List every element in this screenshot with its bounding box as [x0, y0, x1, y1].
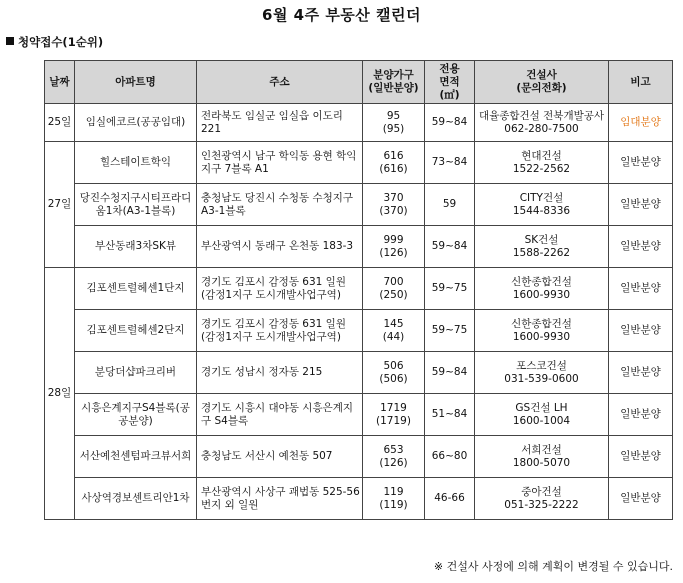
address-cell — [197, 436, 363, 478]
supply-total: 700 — [383, 275, 404, 288]
area-range: 59~84 — [431, 366, 468, 378]
note-cell — [609, 226, 673, 268]
builder-phone: 062-280-7500 — [504, 122, 579, 135]
apartment-name: 분당더샵파크리버 — [94, 366, 177, 378]
area-cell — [425, 104, 475, 142]
address-cell — [197, 310, 363, 352]
builder-cell — [475, 436, 609, 478]
area-cell — [425, 142, 475, 184]
header-supply-line2: (일반분양) — [368, 82, 419, 94]
table-row — [45, 394, 673, 436]
supply-cell — [363, 104, 425, 142]
area-cell — [425, 226, 475, 268]
table-row — [45, 226, 673, 268]
area-range: 59~75 — [431, 324, 468, 336]
area-cell — [425, 436, 475, 478]
table-row — [45, 436, 673, 478]
area-cell — [425, 184, 475, 226]
header-builder-line2: (문의전화) — [516, 82, 567, 94]
header-area-line3: (㎡) — [439, 88, 460, 101]
builder-phone: 031-539-0600 — [504, 372, 579, 385]
builder-cell — [475, 478, 609, 520]
supply-general: (44) — [382, 330, 405, 343]
address-text: 경기도 시흥시 대야동 시흥은계지구 S4블록 — [201, 401, 354, 427]
supply-cell — [363, 184, 425, 226]
supply-cell — [363, 352, 425, 394]
area-range: 59 — [442, 198, 457, 210]
header-area-line2: 면적 — [439, 75, 460, 88]
table-row — [45, 184, 673, 226]
builder-name: 신한종합건설 — [511, 317, 572, 330]
supply-total: 95 — [386, 109, 401, 122]
section-subtitle-text: 청약접수(1순위) — [18, 35, 104, 49]
area-range: 66~80 — [431, 450, 468, 462]
note-text: 일반분양 — [620, 366, 661, 378]
area-cell — [425, 394, 475, 436]
header-area-line1: 전용 — [439, 62, 460, 75]
address-text: 충청남도 서산시 예천동 507 — [201, 450, 333, 462]
apartment-name-cell — [75, 184, 197, 226]
supply-total: 145 — [383, 317, 404, 330]
note-text: 일반분양 — [620, 408, 661, 420]
builder-cell — [475, 268, 609, 310]
apartment-name-cell — [75, 310, 197, 352]
table-header-row — [45, 61, 673, 104]
address-text: 부산광역시 사상구 괘법동 525-56번지 외 일원 — [201, 485, 360, 511]
date-cell: 28일 — [45, 268, 75, 520]
builder-name: CITY건설 — [519, 191, 564, 204]
table-row — [45, 310, 673, 352]
square-bullet-icon — [6, 37, 14, 45]
note-cell — [609, 394, 673, 436]
area-range: 59~84 — [431, 116, 468, 128]
apartment-name: 김포센트럴헤센1단지 — [86, 282, 185, 294]
note-cell — [609, 104, 673, 142]
apartment-name: 임실에코르(공공임대) — [85, 116, 186, 128]
footnote: ※ 건설사 사정에 의해 계획이 변경될 수 있습니다. — [433, 560, 673, 573]
apartment-name: 시흥은계지구S4블록(공공분양) — [81, 401, 190, 427]
builder-phone: 1600-9930 — [512, 330, 571, 343]
supply-general: (1719) — [376, 414, 411, 427]
area-range: 73~84 — [431, 156, 468, 168]
apartment-name-cell — [75, 394, 197, 436]
builder-phone: 051-325-2222 — [504, 498, 579, 511]
apartment-name: 당진수청지구시티프라디움1차(A3-1블록) — [79, 191, 192, 217]
apartment-name-cell — [75, 478, 197, 520]
address-text: 부산광역시 동래구 온천동 183-3 — [201, 240, 354, 252]
builder-name: 대율종합건설 전북개발공사 — [478, 109, 605, 122]
address-cell — [197, 352, 363, 394]
note-cell — [609, 310, 673, 352]
header-date: 날짜 — [45, 61, 75, 104]
supply-cell — [363, 436, 425, 478]
header-supply-line1: 분양가구 — [373, 69, 414, 81]
table-row — [45, 352, 673, 394]
address-text: 전라북도 임실군 임실읍 이도리 221 — [201, 109, 343, 135]
address-cell — [197, 478, 363, 520]
supply-general: (126) — [379, 456, 408, 469]
area-cell — [425, 352, 475, 394]
builder-name: 서희건설 — [521, 443, 562, 456]
supply-total: 616 — [383, 149, 404, 162]
area-range: 46-66 — [434, 492, 465, 504]
supply-general: (616) — [379, 162, 408, 175]
area-range: 59~84 — [431, 240, 468, 252]
builder-cell — [475, 352, 609, 394]
builder-phone: 1544-8336 — [512, 204, 571, 217]
table-row — [45, 268, 673, 310]
builder-phone: 1600-1004 — [512, 414, 571, 427]
header-builder — [475, 61, 609, 104]
note-text: 일반분양 — [620, 282, 661, 294]
supply-total: 119 — [383, 485, 404, 498]
note-cell — [609, 184, 673, 226]
builder-phone: 1522-2562 — [512, 162, 571, 175]
supply-general: (370) — [379, 204, 408, 217]
address-text: 충청남도 당진시 수청동 수청지구 A3-1블록 — [201, 191, 354, 217]
date-cell: 25일 — [45, 104, 75, 142]
builder-cell — [475, 142, 609, 184]
address-cell — [197, 226, 363, 268]
note-text: 일반분양 — [620, 324, 661, 336]
note-text: 일반분양 — [620, 156, 661, 168]
supply-cell — [363, 394, 425, 436]
address-text: 경기도 김포시 감정동 631 일원 (감정1지구 도시개발사업구역) — [201, 317, 346, 343]
area-cell — [425, 478, 475, 520]
area-range: 51~84 — [431, 408, 468, 420]
builder-name: SK건설 — [524, 233, 559, 246]
builder-cell — [475, 226, 609, 268]
supply-total: 506 — [383, 359, 404, 372]
address-cell — [197, 184, 363, 226]
apartment-name: 힐스테이트학익 — [99, 156, 171, 168]
supply-total: 999 — [383, 233, 404, 246]
address-text: 경기도 김포시 감정동 631 일원 (감정1지구 도시개발사업구역) — [201, 275, 346, 301]
apartment-name-cell — [75, 352, 197, 394]
note-cell — [609, 478, 673, 520]
apartment-name: 김포센트럴헤센2단지 — [86, 324, 185, 336]
builder-phone: 1588-2262 — [512, 246, 571, 259]
builder-phone: 1600-9930 — [512, 288, 571, 301]
note-text: 일반분양 — [620, 450, 661, 462]
table-row — [45, 478, 673, 520]
builder-cell — [475, 310, 609, 352]
supply-general: (506) — [379, 372, 408, 385]
address-text: 인천광역시 남구 학익동 용현 학익지구 7블록 A1 — [201, 149, 357, 175]
supply-cell — [363, 310, 425, 352]
supply-total: 653 — [383, 443, 404, 456]
note-text: 일반분양 — [620, 492, 661, 504]
supply-cell — [363, 268, 425, 310]
header-address: 주소 — [197, 61, 363, 104]
supply-general: (95) — [382, 122, 405, 135]
address-text: 경기도 성남시 정자동 215 — [201, 366, 323, 378]
header-apartment: 아파트명 — [75, 61, 197, 104]
date-cell: 27일 — [45, 142, 75, 268]
header-area — [425, 61, 475, 104]
supply-cell — [363, 142, 425, 184]
note-text: 임대분양 — [620, 116, 661, 128]
apartment-name-cell — [75, 142, 197, 184]
builder-cell — [475, 184, 609, 226]
apartment-name: 부산동래3차SK뷰 — [94, 240, 177, 252]
note-cell — [609, 268, 673, 310]
apartment-name: 서산예천센텀파크뷰서희 — [79, 450, 192, 462]
header-supply — [363, 61, 425, 104]
apartment-name-cell — [75, 268, 197, 310]
builder-cell — [475, 394, 609, 436]
page-title: 6월 4주 부동산 캘린더 — [262, 6, 421, 24]
address-cell — [197, 394, 363, 436]
header-builder-line1: 건설사 — [526, 69, 557, 81]
header-note: 비고 — [609, 61, 673, 104]
calendar-table — [44, 60, 673, 520]
note-cell — [609, 436, 673, 478]
builder-name: 현대건설 — [521, 149, 562, 162]
apartment-name: 사상역경보센트리안1차 — [81, 492, 190, 504]
area-cell — [425, 310, 475, 352]
builder-cell — [475, 104, 609, 142]
builder-name: 중아건설 — [521, 485, 562, 498]
note-text: 일반분양 — [620, 240, 661, 252]
supply-general: (250) — [379, 288, 408, 301]
supply-cell — [363, 226, 425, 268]
area-range: 59~75 — [431, 282, 468, 294]
note-cell — [609, 142, 673, 184]
address-cell — [197, 142, 363, 184]
apartment-name-cell — [75, 226, 197, 268]
builder-name: GS건설 LH — [515, 401, 568, 414]
area-cell — [425, 268, 475, 310]
table-row — [45, 104, 673, 142]
supply-total: 370 — [383, 191, 404, 204]
supply-general: (119) — [379, 498, 408, 511]
section-subtitle — [6, 34, 103, 50]
supply-general: (126) — [379, 246, 408, 259]
note-cell — [609, 352, 673, 394]
builder-phone: 1800-5070 — [512, 456, 571, 469]
supply-total: 1719 — [380, 401, 407, 414]
supply-cell — [363, 478, 425, 520]
apartment-name-cell — [75, 104, 197, 142]
table-body — [45, 104, 673, 520]
builder-name: 신한종합건설 — [511, 275, 572, 288]
address-cell — [197, 268, 363, 310]
note-text: 일반분양 — [620, 198, 661, 210]
table-row — [45, 142, 673, 184]
apartment-name-cell — [75, 436, 197, 478]
address-cell — [197, 104, 363, 142]
builder-name: 포스코건설 — [516, 359, 567, 372]
